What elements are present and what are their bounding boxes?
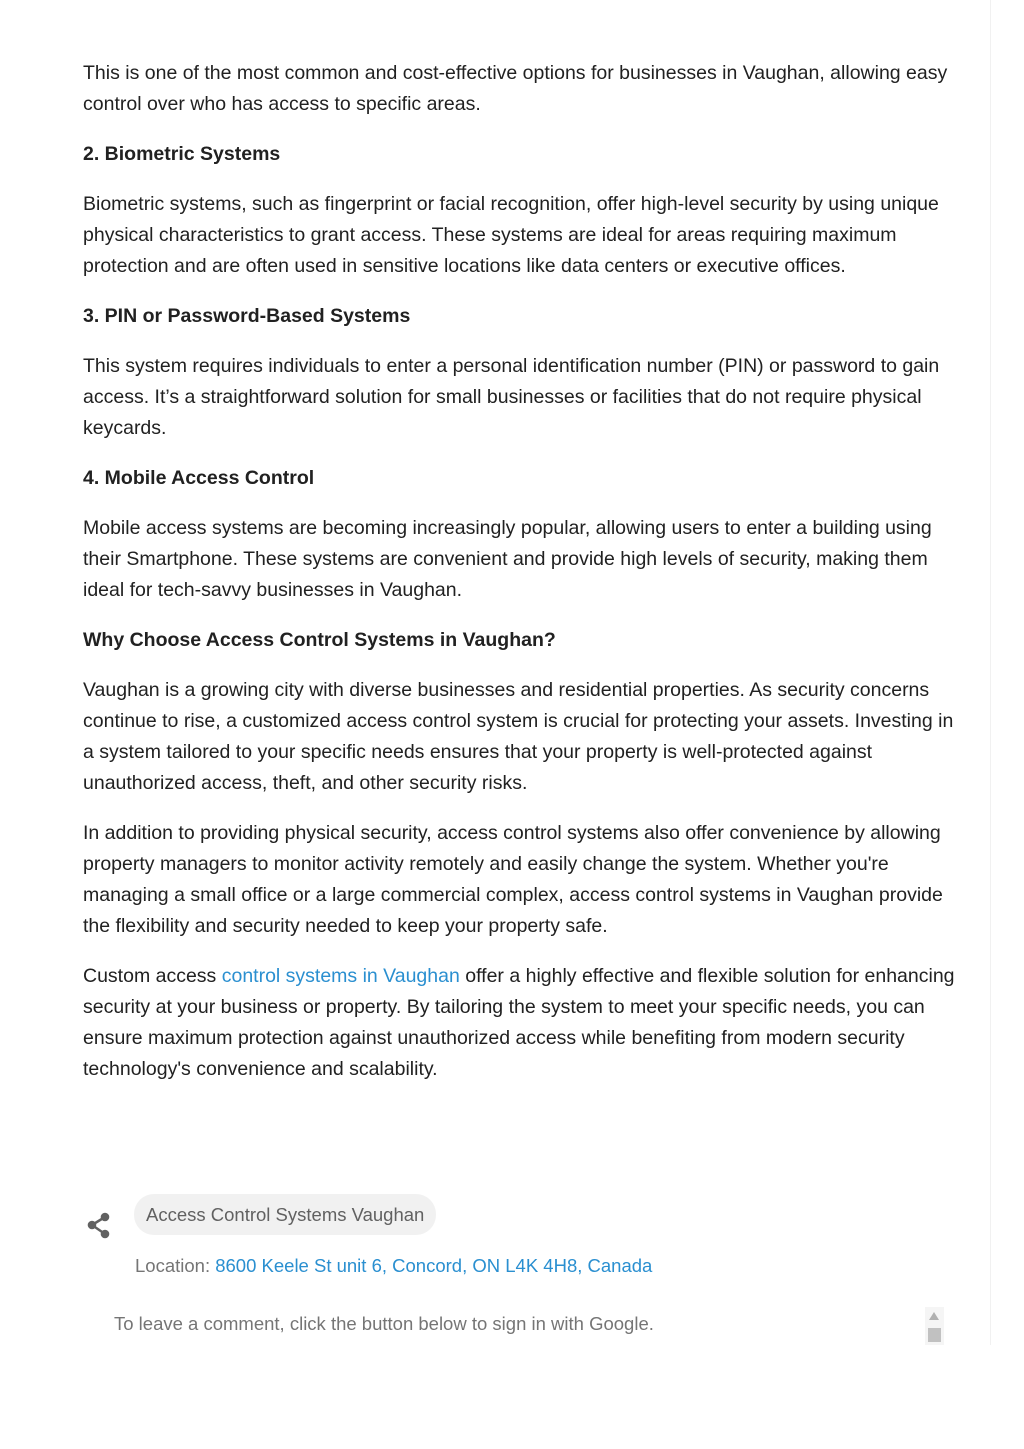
conclusion-text-start: Custom access (83, 965, 222, 987)
location-label: Location: (135, 1255, 216, 1276)
heading-why-choose: Why Choose Access Control Systems in Vaughan? (83, 629, 556, 651)
scroll-up-arrow-icon[interactable] (929, 1312, 939, 1320)
location-address-link[interactable]: 8600 Keele St unit 6, Concord, ON L4K 4H8, Canada (215, 1255, 653, 1276)
scroll-thumb[interactable] (928, 1328, 941, 1342)
page-edge-divider (990, 0, 991, 1345)
why-paragraph-2: In addition to providing physical security, access control systems also offer convenience by allowing property managers to monitor activity remotely and easily change the system. Whether you're managing a small office or a large commercial complex, access control systems in Vaughan provide the flexibility and security needed to keep your property safe. (83, 822, 943, 937)
article-body (83, 58, 963, 1104)
why-paragraph-1: Vaughan is a growing city with diverse businesses and residential properties. As security concerns continue to rise, a customized access control system is crucial for protecting your assets. Investing in a system tailored to your specific needs ensures that your property is well-protected against unauthorized access, theft, and other security risks. (83, 679, 954, 794)
control-systems-link[interactable]: control systems in Vaughan (221, 965, 460, 987)
conclusion-text-end: offer a highly effective and flexible solution for enhancing security at your business or property. By tailoring the system to meet your specific needs, you can ensure maximum protection against unauthorized access while benefiting from modern security technology's convenience and scalability. (83, 965, 955, 1080)
pin-paragraph: This system requires individuals to enter a personal identification number (PIN) or password to gain access. It’s a straightforward solution for small businesses or facilities that do not require physical keycards. (83, 355, 940, 439)
label-chip[interactable]: Access Control Systems Vaughan (134, 1194, 436, 1235)
intro-paragraph: This is one of the most common and cost-effective options for businesses in Vaughan, allowing easy control over who has access to specific areas. (83, 62, 948, 115)
heading-mobile-access-control: 4. Mobile Access Control (83, 467, 315, 489)
comment-scrollbar[interactable] (925, 1307, 944, 1345)
mobile-paragraph: Mobile access systems are becoming increasingly popular, allowing users to enter a building using their Smartphone. These systems are convenient and provide high levels of security, making them ideal for tech-savvy businesses in Vaughan. (83, 517, 932, 601)
share-icon[interactable] (85, 1210, 113, 1240)
location-line (135, 1252, 652, 1280)
heading-biometric-systems: 2. Biometric Systems (83, 143, 281, 165)
biometric-paragraph: Biometric systems, such as fingerprint or facial recognition, offer high-level security by using unique physical characteristics to grant access. These systems are ideal for areas requiring maximum protection and are often used in sensitive locations like data centers or executive offices. (83, 193, 939, 277)
heading-pin-password-systems: 3. PIN or Password-Based Systems (83, 305, 411, 327)
conclusion-paragraph (83, 961, 963, 1085)
comment-prompt: To leave a comment, click the button below to sign in with Google. (114, 1313, 654, 1334)
